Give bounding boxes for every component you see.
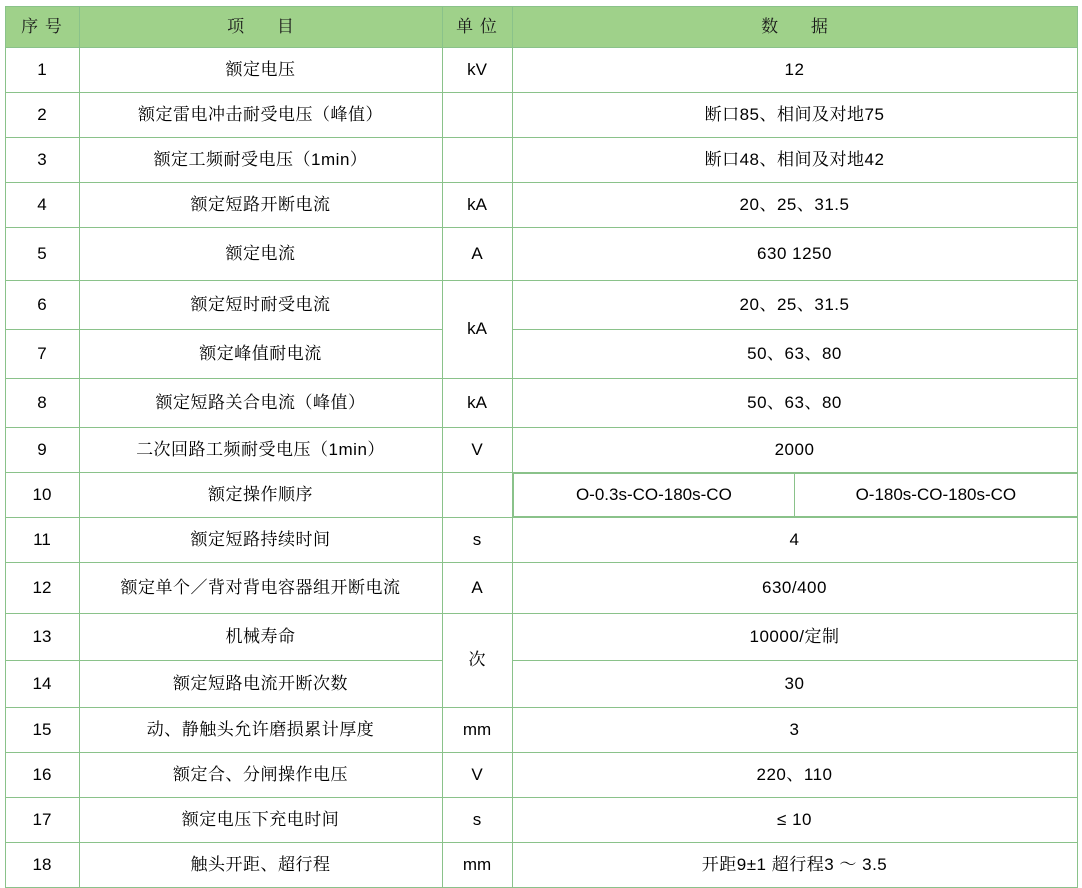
cell-unit <box>442 138 512 183</box>
cell-no: 18 <box>5 843 79 888</box>
cell-unit <box>442 473 512 518</box>
table-row <box>5 708 1077 753</box>
cell-item: 触头开距、超行程 <box>79 843 442 888</box>
table-row <box>5 473 1077 518</box>
cell-item: 二次回路工频耐受电压（1min） <box>79 428 442 473</box>
cell-item: 额定电压下充电时间 <box>79 798 442 843</box>
cell-data: 2000 <box>512 428 1077 473</box>
table-row <box>5 379 1077 428</box>
cell-unit <box>442 93 512 138</box>
cell-unit: kA <box>442 379 512 428</box>
cell-no: 4 <box>5 183 79 228</box>
column-header-data: 数 据 <box>512 7 1077 48</box>
cell-data: 30 <box>512 661 1077 708</box>
cell-unit: A <box>442 228 512 281</box>
cell-data: 开距9±1 超行程3 ～ 3.5 <box>512 843 1077 888</box>
table-row <box>5 798 1077 843</box>
technical-parameters-table <box>5 6 1078 888</box>
cell-item: 额定工频耐受电压（1min） <box>79 138 442 183</box>
cell-no: 3 <box>5 138 79 183</box>
cell-no: 11 <box>5 518 79 563</box>
cell-data-split <box>512 473 1077 518</box>
cell-data: 630 1250 <box>512 228 1077 281</box>
table-row <box>5 843 1077 888</box>
table-row <box>5 93 1077 138</box>
cell-item: 额定操作顺序 <box>79 473 442 518</box>
cell-data: 220、110 <box>512 753 1077 798</box>
operating-sequence-split <box>513 473 1077 517</box>
table-row <box>5 48 1077 93</box>
cell-unit: kA <box>442 183 512 228</box>
cell-no: 5 <box>5 228 79 281</box>
cell-no: 14 <box>5 661 79 708</box>
cell-unit: V <box>442 753 512 798</box>
cell-item: 额定短时耐受电流 <box>79 281 442 330</box>
cell-data: 断口48、相间及对地42 <box>512 138 1077 183</box>
cell-unit: mm <box>442 843 512 888</box>
cell-item: 额定峰值耐电流 <box>79 330 442 379</box>
cell-unit: 次 <box>442 614 512 708</box>
table-row <box>5 563 1077 614</box>
cell-no: 2 <box>5 93 79 138</box>
cell-no: 12 <box>5 563 79 614</box>
table-row <box>5 753 1077 798</box>
cell-data: 断口85、相间及对地75 <box>512 93 1077 138</box>
cell-data: 20、25、31.5 <box>512 183 1077 228</box>
table-row <box>5 330 1077 379</box>
column-header-no: 序 号 <box>5 7 79 48</box>
cell-item: 额定电压 <box>79 48 442 93</box>
table-header-row <box>5 7 1077 48</box>
cell-unit: s <box>442 798 512 843</box>
table-row <box>5 138 1077 183</box>
cell-item: 额定短路电流开断次数 <box>79 661 442 708</box>
cell-data: ≤ 10 <box>512 798 1077 843</box>
table-row <box>5 428 1077 473</box>
cell-item: 额定短路开断电流 <box>79 183 442 228</box>
cell-data: 12 <box>512 48 1077 93</box>
cell-unit: s <box>442 518 512 563</box>
cell-item: 动、静触头允许磨损累计厚度 <box>79 708 442 753</box>
cell-item: 额定合、分闸操作电压 <box>79 753 442 798</box>
cell-item: 额定雷电冲击耐受电压（峰值） <box>79 93 442 138</box>
cell-unit: A <box>442 563 512 614</box>
cell-data: 10000/定制 <box>512 614 1077 661</box>
table-row <box>5 228 1077 281</box>
cell-item: 额定单个／背对背电容器组开断电流 <box>79 563 442 614</box>
cell-data: 4 <box>512 518 1077 563</box>
cell-no: 1 <box>5 48 79 93</box>
cell-item: 额定电流 <box>79 228 442 281</box>
column-header-unit: 单 位 <box>442 7 512 48</box>
cell-data: 50、63、80 <box>512 379 1077 428</box>
cell-no: 10 <box>5 473 79 518</box>
table-row <box>5 614 1077 661</box>
cell-data-left: O-0.3s-CO-180s-CO <box>513 474 795 517</box>
cell-no: 15 <box>5 708 79 753</box>
cell-no: 8 <box>5 379 79 428</box>
cell-data: 3 <box>512 708 1077 753</box>
cell-unit: kV <box>442 48 512 93</box>
cell-no: 9 <box>5 428 79 473</box>
cell-data: 630/400 <box>512 563 1077 614</box>
table-header <box>5 7 1077 48</box>
cell-no: 6 <box>5 281 79 330</box>
cell-item: 机械寿命 <box>79 614 442 661</box>
cell-data: 50、63、80 <box>512 330 1077 379</box>
cell-item: 额定短路持续时间 <box>79 518 442 563</box>
table-row <box>5 183 1077 228</box>
cell-no: 16 <box>5 753 79 798</box>
cell-unit: mm <box>442 708 512 753</box>
table-row <box>5 518 1077 563</box>
cell-data-right: O-180s-CO-180s-CO <box>795 474 1077 517</box>
column-header-item: 项 目 <box>79 7 442 48</box>
cell-unit: kA <box>442 281 512 379</box>
cell-unit: V <box>442 428 512 473</box>
table-row <box>5 281 1077 330</box>
cell-no: 13 <box>5 614 79 661</box>
table-row <box>5 661 1077 708</box>
cell-data: 20、25、31.5 <box>512 281 1077 330</box>
cell-item: 额定短路关合电流（峰值） <box>79 379 442 428</box>
table-body <box>5 48 1077 888</box>
cell-no: 7 <box>5 330 79 379</box>
cell-no: 17 <box>5 798 79 843</box>
